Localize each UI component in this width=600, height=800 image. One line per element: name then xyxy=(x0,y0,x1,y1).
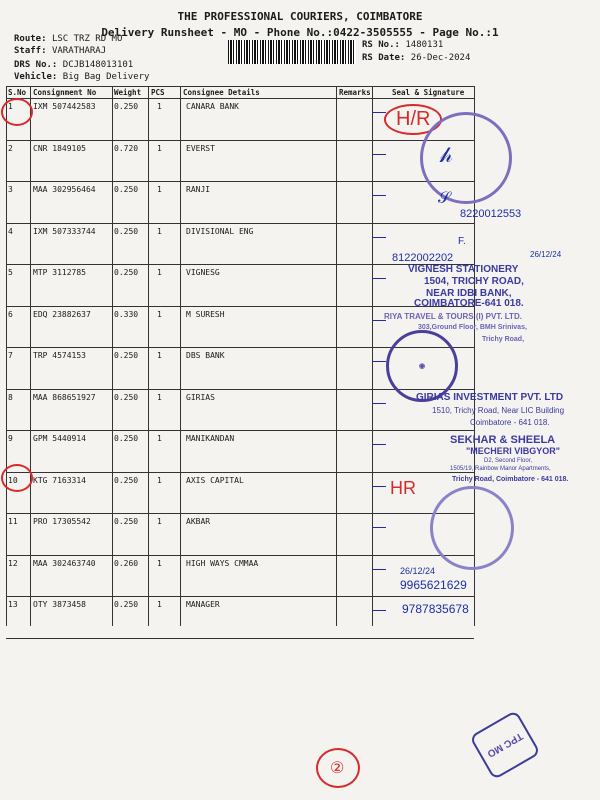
cell-consignee: EVERST xyxy=(186,143,215,153)
cell-consignee: RANJI xyxy=(186,185,211,194)
remarks-tick xyxy=(372,237,386,238)
remarks-tick xyxy=(372,403,386,404)
india-limited-seal: ◉ xyxy=(386,330,458,402)
handwritten-signature: F. xyxy=(458,236,466,247)
col-header-consignee: Consignee Details xyxy=(183,88,260,97)
cell-weight: 0.250 xyxy=(114,226,139,236)
table-row-border xyxy=(6,513,474,514)
girias-stamp-line2: 1510, Trichy Road, Near LIC Building xyxy=(432,406,565,415)
remarks-tick xyxy=(372,154,386,155)
handwritten-phone-2: 8122002202 xyxy=(392,252,454,264)
remarks-tick xyxy=(372,112,386,113)
cell-consignee: GIRIAS xyxy=(186,392,215,402)
handwritten-phone-4: 9787835678 xyxy=(402,602,469,616)
riya-stamp-line3: Trichy Road, xyxy=(482,336,525,343)
cell-sno: 8 xyxy=(8,392,13,402)
cell-pcs: 1 xyxy=(157,226,162,236)
col-header-remarks: Remarks xyxy=(339,88,371,97)
cell-consignment: IXM 507442583 xyxy=(33,102,96,111)
cell-consignment: EDQ 23882637 xyxy=(33,309,91,319)
cell-pcs: 1 xyxy=(157,475,162,485)
riya-stamp-line2: 303,Ground Floor, BMH Srinivas, xyxy=(418,324,527,331)
vignesh-stamp-line2: 1504, TRICHY ROAD, xyxy=(424,276,524,287)
cell-consignee: MANIKANDAN xyxy=(186,434,235,443)
cell-consignee: AKBAR xyxy=(186,517,211,526)
table-row-border xyxy=(6,430,474,431)
cell-consignee: CANARA BANK xyxy=(186,102,239,111)
col-border xyxy=(30,86,31,626)
table-row-border xyxy=(6,472,474,473)
akbar-travels-stamp xyxy=(430,486,514,570)
col-border xyxy=(148,86,149,626)
cell-pcs: 1 xyxy=(157,102,162,111)
cell-consignee: VIGNESG xyxy=(186,268,220,277)
cell-sno: 4 xyxy=(8,226,13,236)
document-title: THE PROFESSIONAL COURIERS, COIMBATORE xyxy=(177,10,423,23)
cell-weight: 0.250 xyxy=(114,475,139,485)
table-bottom-border xyxy=(6,638,474,639)
col-border xyxy=(6,86,7,626)
barcode xyxy=(228,40,356,64)
cell-consignee: DIVISIONAL ENG xyxy=(186,226,254,236)
cell-pcs: 1 xyxy=(157,185,162,194)
col-border xyxy=(372,86,373,626)
remarks-tick xyxy=(372,195,386,196)
girias-stamp-line1: GIRIAS INVESTMENT PVT. LTD xyxy=(416,392,564,403)
cell-weight: 0.250 xyxy=(114,268,139,277)
hr-signature-2: HR xyxy=(390,478,416,498)
staff-info: Staff: VARATHARAJ xyxy=(14,46,107,56)
table-top-border xyxy=(6,86,474,87)
cell-consignment: CNR 1849105 xyxy=(33,143,86,153)
sekhar-stamp-line5: Trichy Road, Coimbatore - 641 018. xyxy=(452,476,569,483)
cell-weight: 0.250 xyxy=(114,351,139,360)
remarks-tick xyxy=(372,569,386,570)
col-border xyxy=(336,86,337,626)
cell-consignment: MAA 868651927 xyxy=(33,392,96,402)
table-row-border xyxy=(6,264,474,265)
cell-consignee: M SURESH xyxy=(186,309,225,319)
remarks-tick xyxy=(372,278,386,279)
col-header-pcs: PCS xyxy=(151,88,165,97)
cell-consignment: GPM 5440914 xyxy=(33,434,86,443)
handwritten-date-2: 26/12/24 xyxy=(400,566,436,576)
table-row-border xyxy=(6,181,474,182)
cell-pcs: 1 xyxy=(157,600,162,609)
drs-info: DRS No.: DCJB148013101 xyxy=(14,60,134,70)
vignesh-stamp-line1: VIGNESH STATIONERY xyxy=(408,264,519,275)
cell-consignment: MAA 302463740 xyxy=(33,558,96,568)
cell-pcs: 1 xyxy=(157,143,162,153)
cell-sno: 6 xyxy=(8,309,13,319)
vehicle-info: Vehicle: Big Bag Delivery xyxy=(14,72,150,82)
girias-stamp-line3: Coimbatore - 641 018. xyxy=(470,418,550,427)
cell-weight: 0.250 xyxy=(114,185,139,194)
cell-sno: 12 xyxy=(8,558,18,568)
handwritten-phone-1: 8220012553 xyxy=(460,208,522,220)
cell-consignee: HIGH WAYS CMMAA xyxy=(186,558,259,568)
cell-weight: 0.720 xyxy=(114,143,139,153)
col-border xyxy=(180,86,181,626)
cell-sno: 3 xyxy=(8,185,13,194)
col-header-weight: Weight xyxy=(114,88,142,97)
cell-weight: 0.330 xyxy=(114,309,139,319)
everest-stamp xyxy=(420,112,512,204)
cell-consignee: MANAGER xyxy=(186,600,220,609)
vignesh-stamp-line4: COIMBATORE-641 018. xyxy=(414,298,524,309)
cell-pcs: 1 xyxy=(157,517,162,526)
signature-scribble: 𝒮 xyxy=(438,190,451,207)
cell-sno: 2 xyxy=(8,143,13,153)
red-mark-2: ② xyxy=(330,760,345,777)
cell-pcs: 1 xyxy=(157,558,162,568)
remarks-tick xyxy=(372,361,386,362)
sekhar-stamp-line4: 1505/19, Rainbow Manor Apartments, xyxy=(450,466,551,472)
cell-weight: 0.250 xyxy=(114,434,139,443)
remarks-tick xyxy=(372,486,386,487)
hr-signature: H/R xyxy=(384,104,442,135)
rs-number: RS No.: 1480131 xyxy=(362,40,444,50)
sekhar-stamp-line3: D2, Second Floor, xyxy=(484,458,533,464)
handwritten-phone-3: 9965621629 xyxy=(400,578,467,592)
cell-sno: 10 xyxy=(8,475,18,485)
cell-consignee: AXIS CAPITAL xyxy=(186,475,244,485)
sekhar-stamp-line2: "MECHERI VIBGYOR" xyxy=(466,446,561,456)
cell-pcs: 1 xyxy=(157,268,162,277)
red-circle-mark xyxy=(1,98,33,126)
cell-consignment: PRO 17305542 xyxy=(33,517,91,526)
remarks-tick xyxy=(372,610,386,611)
handwritten-date-1: 26/12/24 xyxy=(530,250,562,259)
table-row-border xyxy=(6,223,474,224)
cell-sno: 13 xyxy=(8,600,18,609)
cell-consignment: MAA 302956464 xyxy=(33,185,96,194)
cell-sno: 1 xyxy=(8,102,13,111)
table-row-border xyxy=(6,596,474,597)
cell-consignment: KTG 7163314 xyxy=(33,475,86,485)
sekhar-stamp-line1: SEKHAR & SHEELA xyxy=(450,434,556,446)
col-header-sno: S.No xyxy=(8,88,27,97)
cell-weight: 0.260 xyxy=(114,558,139,568)
document-subtitle: Delivery Runsheet - MO - Phone No.:0422-3505555 - Page No.:1 xyxy=(101,26,499,39)
cell-pcs: 1 xyxy=(157,351,162,360)
cell-pcs: 1 xyxy=(157,309,162,319)
cell-consignment: IXM 507333744 xyxy=(33,226,96,236)
table-row-border xyxy=(6,555,474,556)
cell-pcs: 1 xyxy=(157,392,162,402)
table-row-border xyxy=(6,140,474,141)
cell-weight: 0.250 xyxy=(114,392,139,402)
col-border xyxy=(112,86,113,626)
remarks-tick xyxy=(372,444,386,445)
cell-consignment: TRP 4574153 xyxy=(33,351,86,360)
col-header-consignment: Consignment No xyxy=(33,88,97,97)
table-row-border xyxy=(6,306,474,307)
cell-weight: 0.250 xyxy=(114,102,139,111)
col-header-signature: Seal & Signature xyxy=(392,88,465,97)
riya-stamp-line1: RIYA TRAVEL & TOURS (I) PVT. LTD. xyxy=(384,312,522,321)
red-circle-mark xyxy=(1,464,33,492)
tpc-mo-stamp: TPC MO xyxy=(469,710,541,780)
cell-consignment: MTP 3112785 xyxy=(33,268,86,277)
signature-scribble: 𝒽 xyxy=(440,142,453,167)
cell-sno: 7 xyxy=(8,351,13,360)
cell-weight: 0.250 xyxy=(114,600,139,609)
cell-weight: 0.250 xyxy=(114,517,139,526)
cell-consignee: DBS BANK xyxy=(186,351,225,360)
cell-sno: 11 xyxy=(8,517,18,526)
cell-consignment: OTY 3873458 xyxy=(33,600,86,609)
vignesh-stamp-line3: NEAR IDBI BANK, xyxy=(426,288,512,299)
cell-pcs: 1 xyxy=(157,434,162,443)
cell-sno: 5 xyxy=(8,268,13,277)
remarks-tick xyxy=(372,527,386,528)
route-info: Route: LSC TRZ RD MO xyxy=(14,34,123,44)
cell-sno: 9 xyxy=(8,434,13,443)
rs-date: RS Date: 26-Dec-2024 xyxy=(362,53,471,63)
